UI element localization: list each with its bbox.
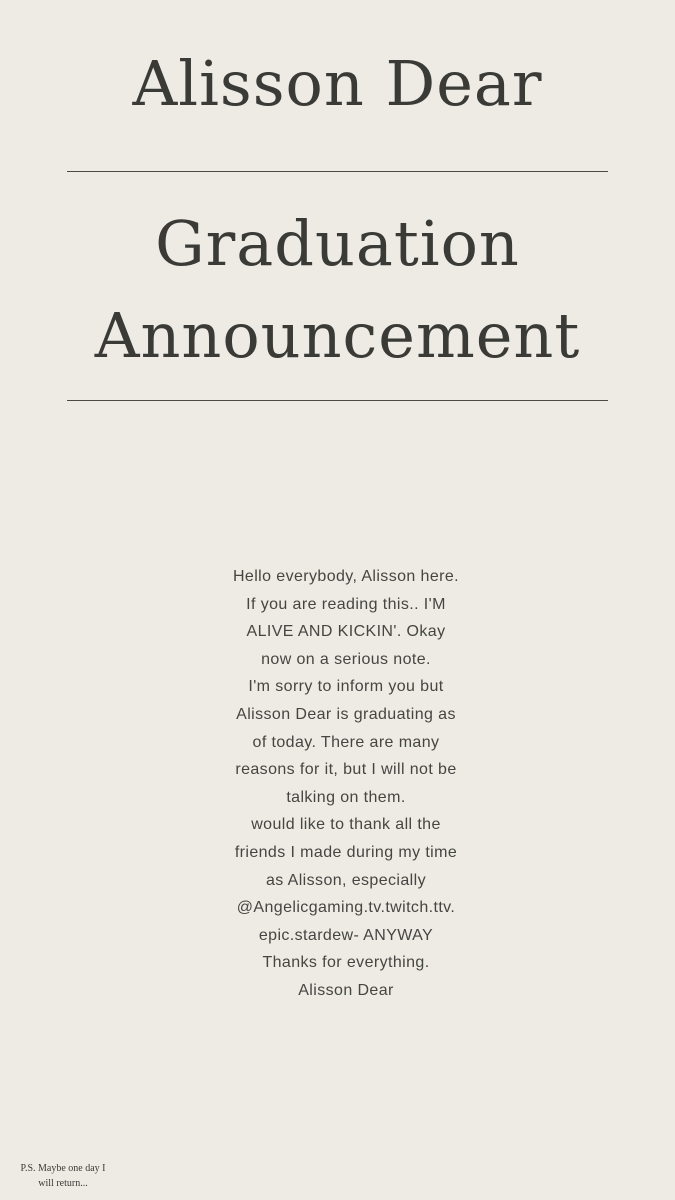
- message-line: I'm sorry to inform you but: [248, 678, 444, 696]
- message-line: reasons for it, but I will not be: [235, 761, 457, 779]
- announcement-title: [0, 198, 675, 382]
- message-line: epic.stardew- ANYWAY: [258, 926, 434, 944]
- message-line: friends I made during my time: [234, 843, 458, 861]
- message-line: @Angelicgaming.tv.twitch.ttv.: [236, 899, 456, 917]
- message-line: Thanks for everything.: [262, 954, 430, 972]
- postscript-line-1: P.S. Maybe one day I: [20, 1163, 106, 1174]
- message-line: If you are reading this.. I'M: [246, 595, 446, 613]
- title-line-1: Graduation: [155, 207, 520, 280]
- message-line: Alisson Dear is graduating as: [236, 705, 456, 723]
- postscript-note: [8, 1161, 118, 1191]
- message-line: as Alisson, especially: [266, 871, 426, 889]
- message-signature: Alisson Dear: [298, 981, 394, 999]
- message-line: now on a serious note.: [261, 650, 431, 668]
- top-divider: [67, 171, 608, 172]
- bottom-divider: [67, 400, 608, 401]
- announcement-message: [200, 563, 492, 1005]
- message-line: Hello everybody, Alisson here.: [232, 568, 460, 585]
- message-line: talking on them.: [286, 788, 406, 806]
- title-line-2: Announcement: [94, 299, 581, 372]
- message-line: would like to thank all the: [251, 816, 441, 834]
- message-line: ALIVE AND KICKIN'. Okay: [246, 623, 446, 641]
- header-name: Alisson Dear: [132, 47, 543, 120]
- postscript-line-2: will return...: [38, 1178, 88, 1189]
- message-line: of today. There are many: [252, 733, 440, 751]
